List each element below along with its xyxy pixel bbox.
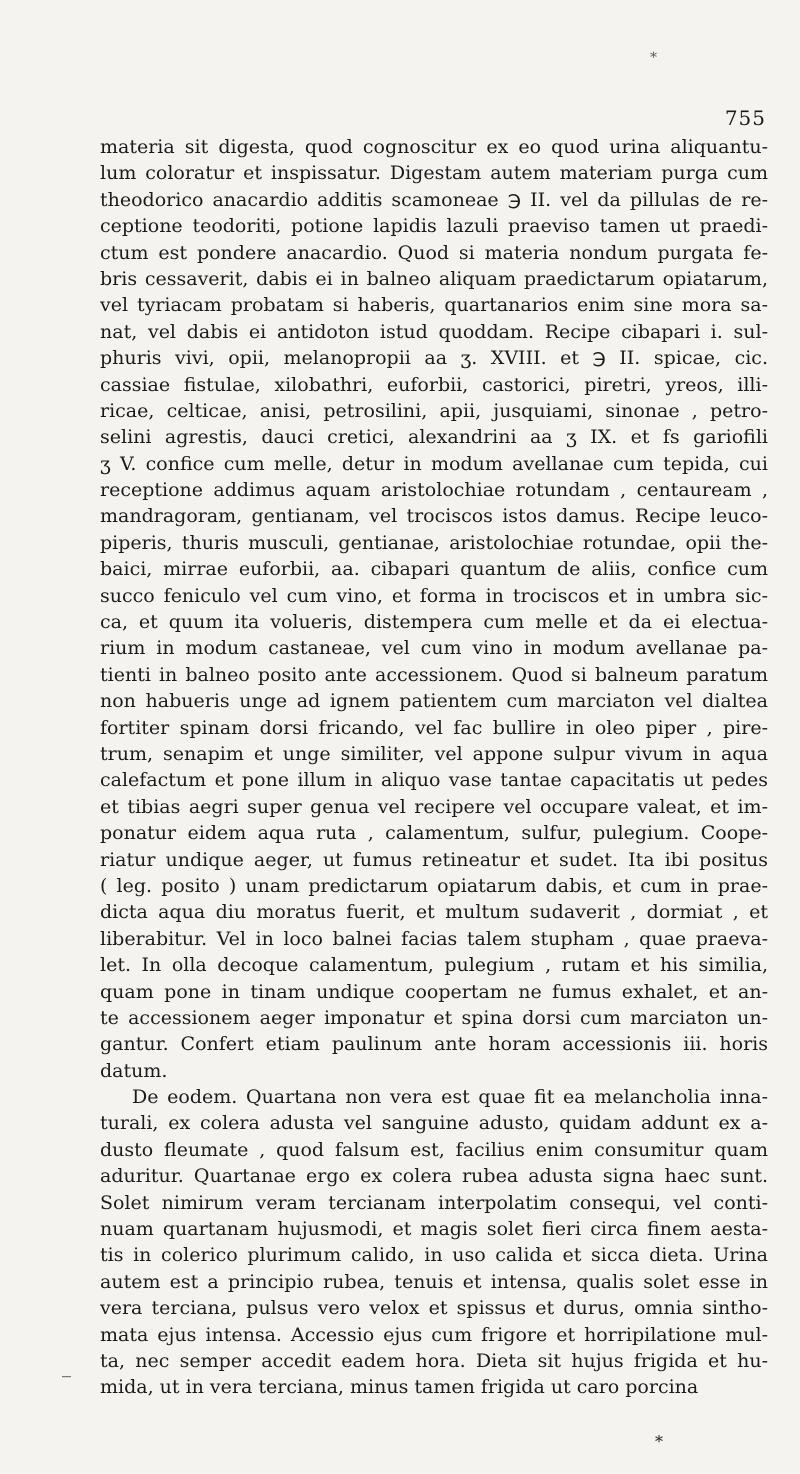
text-line: gantur. Confert etiam paulinum ante horam accessionis iii. horis [100,1033,768,1056]
text-line: et tibias aegri super genua vel recipere vel occupare valeat, et im- [100,795,768,818]
text-line: succo feniculo vel cum vino, et forma in trociscos et in umbra sic- [100,584,768,607]
text-line: materia sit digesta, quod cognoscitur ex eo quod urina aliquantu- [100,136,768,158]
text-line: calefactum et pone illum in aliquo vase tantae capacitatis ut pedes [100,769,768,792]
text-line: phuris vivi, opii, melanopropii aa ʒ. XVIII. et ℈ II. spicae, cic. [100,347,768,370]
page-number: 755 [724,106,766,130]
text-line: ricae, celticae, anisi, petrosilini, apii, jusquiami, sinonae , petro- [100,399,768,422]
text-line: rium in modum castaneae, vel cum vino in modum avellanae pa- [100,637,768,660]
text-line: ceptione teodoriti, potione lapidis lazuli praeviso tamen ut praedi- [100,215,768,238]
footer-mark: * [655,1432,663,1451]
text-line: ca, et quum ita volueris, distempera cum melle et da ei electua- [100,611,768,634]
page-mark-top: * [650,50,657,66]
text-line: De eodem. Quartana non vera est quae fit ea melancholia inna- [132,1086,768,1109]
text-line: dicta aqua diu moratus fuerit, et multum sudaverit , dormiat , et [100,901,768,924]
text-line: trum, senapim et unge similiter, vel appone sulpur vivum in aqua [100,742,768,765]
text-line: ta, nec semper accedit eadem hora. Dieta sit hujus frigida et hu- [100,1349,768,1372]
text-line: vera terciana, pulsus vero velox et spissus et durus, omnia sintho- [100,1297,768,1320]
text-line: autem est a principio rubea, tenuis et intensa, qualis solet esse in [100,1270,768,1293]
text-line: ponatur eidem aqua ruta , calamentum, sulfur, pulegium. Coope- [100,822,768,845]
text-line: riatur undique aeger, ut fumus retineatur et sudet. Ita ibi positus [100,848,768,871]
text-line: bris cessaverit, dabis ei in balneo aliquam praedictarum opiatarum, [100,267,768,290]
text-line: baici, mirrae euforbii, aa. cibapari quantum de aliis, confice cum [100,558,768,581]
text-line: ( leg. posito ) unam predictarum opiatarum dabis, et cum in prae- [100,874,768,897]
body-text [100,134,768,1401]
text-line: mida, ut in vera terciana, minus tamen frigida ut caro porcina [100,1376,699,1399]
text-line: mata ejus intensa. Accessio ejus cum frigore et horripilatione mul- [100,1323,768,1346]
text-line: fortiter spinam dorsi fricando, vel fac bullire in oleo piper , pire- [100,716,768,739]
text-line: quam pone in tinam undique coopertam ne fumus exhalet, et an- [100,980,768,1003]
text-line: receptione addimus aquam aristolochiae rotundam , centauream , [100,479,768,502]
text-line: tis in colerico plurimum calido, in uso calida et sicca dieta. Urina [100,1244,768,1267]
text-line: let. In olla decoque calamentum, pulegium , rutam et his similia, [100,954,768,977]
text-line: turali, ex colera adusta vel sanguine adusto, quidam addunt ex a- [100,1112,768,1135]
text-line: ʒ V. confice cum melle, detur in modum avellanae cum tepida, cui [100,452,768,475]
text-line: te accessionem aeger imponatur et spina dorsi cum marciaton un- [100,1006,768,1029]
text-line: ctum est pondere anacardio. Quod si materia nondum purgata fe- [100,241,768,264]
text-line: nuam quartanam hujusmodi, et magis solet fieri circa finem aesta- [100,1218,768,1241]
text-line: theodorico anacardio additis scamoneae ℈ II. vel da pillulas de re- [100,188,768,211]
text-line: selini agrestis, dauci cretici, alexandrini aa ʒ IX. et fs gariofili [100,426,768,449]
text-line: vel tyriacam probatam si haberis, quartanarios enim sine mora sa- [100,294,768,317]
text-line: piperis, thuris musculi, gentianae, aristolochiae rotundae, opii the- [100,531,768,554]
text-line: lum coloratur et inspissatur. Digestam autem materiam purga cum [100,162,768,185]
text-line: datum. [100,1059,168,1082]
text-line: non habueris unge ad ignem patientem cum marciaton vel dialtea [100,690,768,713]
text-line: aduritur. Quartanae ergo ex colera rubea adusta signa haec sunt. [100,1165,768,1188]
text-line: cassiae fistulae, xilobathri, euforbii, castorici, piretri, yreos, illi- [100,373,768,396]
text-line: mandragoram, gentianam, vel trociscos istos damus. Recipe leuco- [100,505,768,528]
text-line: Solet nimirum veram tercianam interpolatim consequi, vel conti- [100,1191,768,1214]
text-line: nat, vel dabis ei antidoton istud quoddam. Recipe cibapari i. sul- [100,320,768,343]
text-line: liberabitur. Vel in loco balnei facias talem stupham , quae praeva- [100,927,768,950]
margin-dash: _ [62,1357,71,1378]
text-line: dusto fleumate , quod falsum est, facilius enim consumitur quam [100,1138,768,1161]
text-line: tienti in balneo posito ante accessionem. Quod si balneum paratum [100,663,768,686]
